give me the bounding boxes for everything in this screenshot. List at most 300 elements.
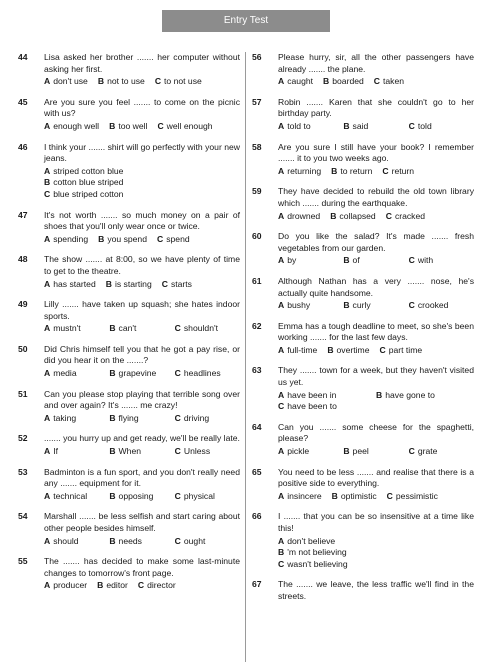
option-letter: C — [382, 165, 389, 176]
question-number: 64 — [252, 421, 262, 432]
option-text: ought — [183, 535, 206, 546]
option-text: boarded — [332, 76, 364, 87]
option-text: crooked — [417, 300, 449, 311]
question-body — [278, 276, 474, 312]
answer-options — [44, 580, 240, 592]
question-52 — [18, 433, 240, 457]
option-letter: C — [157, 233, 164, 244]
answer-option[interactable] — [278, 446, 343, 458]
question-45 — [18, 97, 240, 133]
option-text: shouldn't — [183, 323, 219, 334]
option-text: have gone to — [385, 389, 435, 400]
option-text: cracked — [394, 210, 426, 221]
option-letter: B — [343, 446, 350, 457]
option-text: have been in — [287, 389, 337, 400]
answer-options — [278, 491, 474, 503]
answer-option[interactable] — [44, 368, 109, 380]
option-letter: B — [109, 412, 116, 423]
answer-option[interactable] — [278, 536, 464, 548]
question-stem: You need to be less ....... and realise that there is a positive side to everything. — [278, 466, 474, 489]
option-text: well enough — [166, 120, 213, 131]
answer-option[interactable] — [376, 390, 474, 402]
answer-options — [44, 491, 240, 503]
option-letter: C — [154, 76, 162, 87]
option-text: starts — [170, 278, 192, 289]
answer-options — [44, 413, 240, 425]
question-stem: It's not worth ....... so much money on a pair of shoes that you'll only wear once or twice. — [44, 209, 240, 232]
question-63 — [252, 365, 474, 412]
question-48 — [18, 254, 240, 290]
option-text: too well — [118, 120, 148, 131]
option-text: has started — [53, 278, 96, 289]
question-stem: Robin ....... Karen that she couldn't go to her birthday party. — [278, 96, 474, 119]
option-text: you spend — [107, 233, 147, 244]
question-body — [44, 52, 240, 88]
question-body — [278, 231, 474, 267]
option-text: producer — [53, 580, 88, 591]
option-letter: A — [44, 535, 51, 546]
option-letter: B — [331, 165, 338, 176]
question-60 — [252, 231, 474, 267]
question-66 — [252, 511, 474, 570]
option-letter: A — [44, 278, 51, 289]
option-letter: A — [278, 120, 285, 131]
question-stem: The ....... has decided to make some last-minute changes to tomorrow's front page. — [44, 556, 240, 578]
answer-option[interactable] — [278, 76, 313, 88]
answer-options — [44, 368, 240, 380]
option-text: blue striped cotton — [53, 188, 124, 199]
option-text: spend — [166, 233, 190, 244]
question-stem: They have decided to rebuild the old town library which ....... during the earthquake. — [278, 186, 474, 208]
question-51 — [18, 389, 240, 425]
answer-options — [278, 300, 474, 312]
question-number: 62 — [252, 320, 262, 331]
answer-option[interactable] — [409, 255, 474, 267]
answer-option[interactable] — [109, 536, 174, 548]
option-text: 'm not believing — [287, 547, 347, 558]
answer-option[interactable] — [44, 166, 230, 178]
option-letter: B — [97, 76, 105, 87]
question-number: 47 — [18, 209, 28, 220]
option-text: wasn't believing — [287, 558, 348, 569]
answer-option[interactable] — [175, 368, 240, 380]
answer-option[interactable] — [278, 491, 322, 503]
question-stem: Lisa asked her brother ....... her computer without asking her first. — [44, 52, 240, 74]
option-text: optimistic — [340, 490, 377, 501]
question-53 — [18, 467, 240, 503]
answer-option[interactable] — [330, 211, 376, 223]
question-stem: Marshall ....... be less selfish and start caring about other people besides himself. — [44, 511, 240, 533]
option-letter: C — [174, 446, 181, 457]
option-letter: B — [98, 233, 105, 244]
option-text: driving — [183, 412, 210, 423]
option-letter: A — [44, 165, 51, 176]
answer-options — [44, 234, 240, 246]
option-letter: B — [109, 535, 116, 546]
answer-option[interactable] — [109, 121, 147, 133]
option-letter: B — [109, 323, 116, 334]
answer-option[interactable] — [332, 491, 377, 503]
question-number: 57 — [252, 96, 262, 107]
question-number: 52 — [18, 433, 28, 444]
option-letter: B — [105, 278, 112, 289]
option-text: can't — [118, 323, 137, 334]
question-number: 44 — [18, 52, 28, 62]
option-text: grapevine — [118, 368, 157, 379]
column-divider — [245, 52, 246, 662]
option-letter: A — [44, 580, 51, 591]
answer-option[interactable] — [44, 580, 87, 592]
answer-option[interactable] — [175, 536, 240, 548]
option-letter: A — [278, 76, 285, 87]
option-letter: A — [44, 446, 51, 457]
option-text: curly — [352, 300, 371, 311]
answer-option[interactable] — [98, 76, 145, 88]
option-text: by — [287, 255, 297, 266]
option-letter: A — [278, 165, 285, 176]
answer-option[interactable] — [409, 121, 474, 133]
question-number: 50 — [18, 343, 28, 354]
option-letter: A — [278, 210, 285, 221]
option-letter: B — [44, 177, 51, 188]
question-62 — [252, 321, 474, 357]
option-letter: B — [376, 389, 383, 400]
question-number: 56 — [252, 52, 262, 62]
left-question-column — [18, 52, 240, 601]
option-text: physical — [183, 490, 215, 501]
answer-option[interactable] — [155, 76, 202, 88]
answer-option[interactable] — [379, 345, 422, 357]
answer-option[interactable] — [343, 121, 408, 133]
question-stem: The show ....... at 8:00, so we have plenty of time to get to the theatre. — [44, 254, 240, 276]
question-body — [44, 142, 240, 201]
test-title-banner — [162, 10, 330, 32]
question-64 — [252, 422, 474, 458]
answer-options — [278, 345, 474, 357]
question-number: 66 — [252, 511, 262, 522]
answer-option[interactable] — [278, 121, 343, 133]
option-letter: A — [278, 344, 285, 355]
option-text: When — [118, 446, 141, 457]
option-text: have been to — [287, 401, 337, 412]
question-number: 48 — [18, 254, 28, 265]
question-number: 45 — [18, 96, 28, 107]
answer-option[interactable] — [44, 234, 88, 246]
answer-option[interactable] — [44, 177, 230, 189]
question-stem: Lilly ....... have taken up squash; she hates indoor sports. — [44, 299, 240, 321]
option-letter: A — [44, 323, 51, 334]
option-letter: A — [44, 76, 51, 87]
answer-option[interactable] — [278, 211, 320, 223]
answer-option[interactable] — [44, 121, 99, 133]
question-stem: I think your ....... shirt will go perfectly with your new jeans. — [44, 141, 240, 164]
answer-option[interactable] — [44, 279, 96, 291]
option-letter: A — [278, 446, 285, 457]
question-57 — [252, 97, 474, 133]
answer-option[interactable] — [387, 491, 438, 503]
question-body — [44, 433, 240, 457]
question-stem: ....... you hurry up and get ready, we'll be really late. — [44, 433, 240, 444]
answer-option[interactable] — [278, 401, 376, 413]
answer-option[interactable] — [162, 279, 192, 291]
question-number: 49 — [18, 299, 28, 310]
answer-option[interactable] — [278, 547, 464, 559]
answer-options — [278, 76, 474, 88]
option-letter: C — [278, 401, 285, 412]
option-letter: A — [44, 120, 51, 131]
answer-option[interactable] — [97, 580, 128, 592]
test-title: Entry Test — [223, 15, 269, 26]
question-body — [278, 467, 474, 503]
question-body — [44, 299, 240, 335]
question-44 — [18, 52, 240, 88]
question-stem: Did Chris himself tell you that he got a pay rise, or did you hear it on the .......? — [44, 343, 240, 366]
question-stem: The ....... we leave, the less traffic we'll find in the streets. — [278, 579, 474, 601]
option-text: insincere — [287, 490, 322, 501]
option-letter: A — [44, 412, 51, 423]
question-47 — [18, 210, 240, 246]
answer-options — [278, 211, 474, 223]
answer-options — [278, 446, 474, 458]
answer-option[interactable] — [374, 76, 404, 88]
option-letter: A — [278, 255, 285, 266]
option-letter: B — [343, 120, 350, 131]
answer-option[interactable] — [175, 491, 240, 503]
question-stem: Do you like the salad? It's made ....... fresh vegetables from our garden. — [278, 231, 474, 253]
option-text: opposing — [118, 490, 154, 501]
option-text: pickle — [287, 446, 310, 457]
answer-options — [44, 323, 240, 335]
option-text: taken — [383, 76, 405, 87]
option-letter: B — [109, 446, 116, 457]
option-text: Unless — [183, 446, 211, 457]
option-letter: C — [408, 120, 415, 131]
option-text: technical — [53, 490, 88, 501]
question-number: 53 — [18, 466, 28, 477]
question-number: 55 — [18, 556, 28, 567]
answer-option[interactable] — [109, 368, 174, 380]
option-text: mustn't — [53, 323, 81, 334]
option-letter: C — [373, 76, 381, 87]
answer-options — [44, 279, 240, 291]
question-body — [44, 467, 240, 503]
answer-option[interactable] — [106, 279, 152, 291]
option-text: part time — [388, 344, 423, 355]
option-letter: B — [343, 255, 350, 266]
option-text: taking — [53, 412, 77, 423]
question-46 — [18, 142, 240, 201]
option-letter: C — [157, 120, 164, 131]
question-stem: Are you sure I still have your book? I remember ....... it to you two weeks ago. — [278, 141, 474, 164]
question-number: 60 — [252, 231, 262, 242]
answer-option[interactable] — [382, 166, 414, 178]
answer-options — [278, 536, 474, 571]
option-letter: C — [408, 255, 415, 266]
answer-option[interactable] — [44, 446, 109, 458]
question-body — [44, 210, 240, 246]
option-letter: C — [408, 446, 415, 457]
option-text: told to — [287, 120, 311, 131]
answer-option[interactable] — [98, 234, 147, 246]
option-letter: B — [330, 210, 337, 221]
answer-option[interactable] — [44, 323, 109, 335]
option-text: overtime — [336, 344, 370, 355]
answer-option[interactable] — [409, 300, 474, 312]
option-letter: B — [109, 120, 116, 131]
question-body — [44, 556, 240, 592]
answer-option[interactable] — [343, 255, 408, 267]
option-text: said — [352, 120, 369, 131]
option-letter: B — [327, 344, 334, 355]
option-letter: A — [278, 535, 285, 546]
answer-option[interactable] — [278, 166, 321, 178]
option-text: don't believe — [287, 535, 336, 546]
question-body — [44, 254, 240, 290]
option-text: caught — [287, 76, 314, 87]
question-number: 63 — [252, 365, 262, 376]
answer-option[interactable] — [278, 390, 376, 402]
option-letter: B — [323, 76, 330, 87]
question-number: 65 — [252, 466, 262, 477]
answer-option[interactable] — [386, 211, 425, 223]
question-body — [44, 344, 240, 380]
right-question-column — [252, 52, 474, 612]
answer-option[interactable] — [138, 580, 176, 592]
question-number: 58 — [252, 141, 262, 152]
answer-options — [44, 76, 240, 88]
answer-option[interactable] — [157, 121, 212, 133]
option-text: not to use — [107, 76, 145, 87]
answer-option[interactable] — [109, 491, 174, 503]
question-body — [278, 97, 474, 133]
option-text: grate — [417, 446, 438, 457]
answer-option[interactable] — [44, 491, 109, 503]
option-text: drowned — [287, 210, 321, 221]
option-text: of — [352, 255, 360, 266]
answer-option[interactable] — [157, 234, 190, 246]
option-letter: B — [343, 300, 350, 311]
option-text: spending — [53, 233, 89, 244]
question-65 — [252, 467, 474, 503]
answer-option[interactable] — [175, 413, 240, 425]
answer-option[interactable] — [44, 189, 230, 201]
answer-option[interactable] — [278, 255, 343, 267]
option-text: returning — [287, 165, 322, 176]
answer-options — [278, 255, 474, 267]
question-stem: Emma has a tough deadline to meet, so she's been working ....... for the last few days. — [278, 320, 474, 343]
question-stem: I ....... that you can be so insensitive at a time like this! — [278, 511, 474, 533]
question-58 — [252, 142, 474, 178]
question-body — [278, 186, 474, 222]
option-letter: A — [278, 490, 285, 501]
question-61 — [252, 276, 474, 312]
question-number: 67 — [252, 579, 262, 590]
answer-option[interactable] — [278, 345, 317, 357]
option-text: bushy — [287, 300, 311, 311]
question-body — [278, 142, 474, 178]
option-text: director — [147, 580, 176, 591]
option-text: should — [53, 535, 79, 546]
option-text: is starting — [114, 278, 152, 289]
answer-option[interactable] — [44, 536, 109, 548]
question-body — [44, 389, 240, 425]
question-number: 51 — [18, 388, 28, 399]
question-number: 46 — [18, 141, 28, 152]
option-text: cotton blue striped — [53, 177, 124, 188]
answer-option[interactable] — [343, 446, 408, 458]
option-letter: C — [408, 300, 415, 311]
question-number: 59 — [252, 186, 262, 197]
option-letter: A — [44, 233, 51, 244]
answer-option[interactable] — [175, 446, 240, 458]
answer-option[interactable] — [109, 323, 174, 335]
option-text: media — [53, 368, 77, 379]
option-letter: C — [174, 490, 181, 501]
option-text: needs — [118, 535, 142, 546]
question-50 — [18, 344, 240, 380]
option-letter: A — [44, 490, 51, 501]
option-text: collapsed — [339, 210, 376, 221]
option-letter: C — [174, 412, 181, 423]
option-text: striped cotton blue — [53, 165, 124, 176]
question-stem: Please hurry, sir, all the other passengers have already ....... the plane. — [278, 52, 474, 74]
answer-option[interactable] — [409, 446, 474, 458]
option-letter: A — [278, 389, 285, 400]
answer-option[interactable] — [175, 323, 240, 335]
question-49 — [18, 299, 240, 335]
question-stem: Are you sure you feel ....... to come on the picnic with us? — [44, 96, 240, 119]
option-letter: C — [386, 490, 393, 501]
option-letter: C — [161, 278, 168, 289]
question-stem: Can you ....... some cheese for the spaghetti, please? — [278, 421, 474, 444]
option-letter: B — [109, 490, 116, 501]
answer-option[interactable] — [109, 446, 174, 458]
answer-option[interactable] — [109, 413, 174, 425]
option-letter: B — [109, 368, 116, 379]
answer-option[interactable] — [327, 345, 369, 357]
question-67 — [252, 579, 474, 602]
answer-option[interactable] — [331, 166, 372, 178]
answer-options — [278, 166, 474, 178]
option-text: with — [417, 255, 434, 266]
question-body — [278, 365, 474, 412]
question-body — [278, 52, 474, 88]
option-letter: C — [174, 368, 181, 379]
question-stem: Although Nathan has a very ....... nose, he's actually quite handsome. — [278, 275, 474, 298]
option-letter: A — [278, 300, 285, 311]
answer-option[interactable] — [323, 76, 364, 88]
question-body — [44, 97, 240, 133]
option-letter: C — [174, 535, 181, 546]
question-body — [278, 579, 474, 602]
option-text: editor — [106, 580, 128, 591]
answer-options — [44, 536, 240, 548]
answer-option[interactable] — [343, 300, 408, 312]
option-letter: C — [385, 210, 392, 221]
answer-option[interactable] — [44, 413, 109, 425]
question-59 — [252, 186, 474, 222]
answer-option[interactable] — [278, 559, 464, 571]
question-stem: Badminton is a fun sport, and you don't really need any ....... equipment for it. — [44, 466, 240, 489]
question-54 — [18, 511, 240, 547]
option-text: If — [53, 446, 58, 457]
option-letter: C — [174, 323, 181, 334]
option-letter: C — [44, 188, 51, 199]
option-text: told — [417, 120, 432, 131]
answer-option[interactable] — [278, 300, 343, 312]
option-text: to not use — [164, 76, 202, 87]
answer-option[interactable] — [44, 76, 88, 88]
